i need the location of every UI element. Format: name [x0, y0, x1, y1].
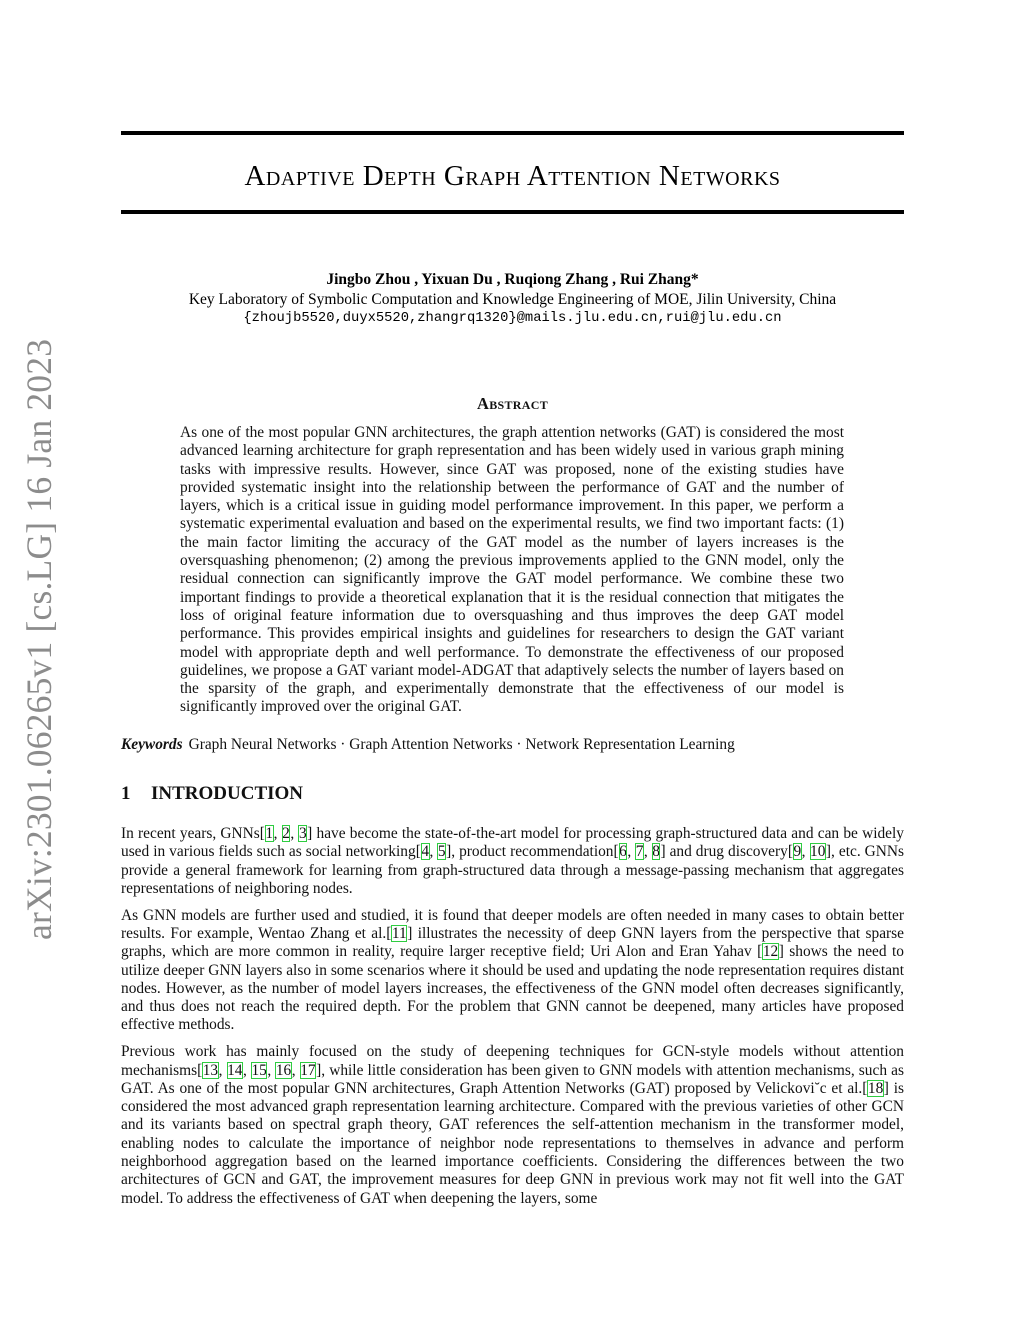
arxiv-identifier-stamp: arXiv:2301.06265v1 [cs.LG] 16 Jan 2023 — [19, 338, 59, 940]
citation-separator: , — [242, 1061, 251, 1079]
citation-link[interactable]: 11 — [391, 924, 407, 942]
citation-link[interactable]: 16 — [275, 1061, 292, 1079]
paragraph-text: ] shows the need to utilize deeper GNN layers also in some scenarios where it should be used and updating the node representation requires distant nodes. However, as the number of model layers increases, the effectiveness of the GNN model often decreases significantly, and thus does not reach the required depth. For the problem that GNN cannot be deepened, many articles have proposed effective methods. — [121, 943, 905, 1034]
author-list: Jingbo Zhou , Yixuan Du , Ruqiong Zhang , Rui Zhang* — [326, 271, 699, 288]
paragraph-text: ] have become the state-of-the-art model for processing graph-structured data and can be widely used in various fields such as social networking[ — [121, 825, 904, 861]
keywords-line — [121, 736, 904, 754]
citation-link[interactable]: 10 — [810, 843, 826, 861]
citation-link[interactable]: 4 — [421, 843, 430, 861]
citation-separator: , — [643, 843, 652, 861]
citation-separator: , — [290, 825, 299, 842]
citation-link[interactable]: 1 — [265, 825, 274, 842]
citation-link[interactable]: 5 — [437, 843, 446, 861]
introduction-body — [121, 825, 904, 1216]
paragraph-text: As GNN models are further used and studied, it is found that deeper models are often needed in many cases to obtain better results. For example, Wentao Zhang et al.[ — [121, 906, 904, 942]
citation-separator: , — [218, 1061, 227, 1079]
citation-link[interactable]: 7 — [635, 843, 644, 861]
paragraph-2 — [121, 907, 904, 1035]
citation-link[interactable]: 12 — [762, 943, 779, 961]
citation-separator: , — [429, 843, 438, 861]
citation-link[interactable]: 8 — [652, 843, 660, 861]
citation-separator: , — [273, 825, 282, 842]
citation-link[interactable]: 2 — [282, 825, 290, 842]
citation-link[interactable]: 9 — [793, 843, 802, 861]
paragraph-text: ] illustrates the necessity of deep GNN layers from the perspective that sparse graphs, which are more common in reality, require larger receptive field; Uri Alon and Eran Yahav [ — [121, 924, 904, 961]
abstract-body: As one of the most popular GNN architectures, the graph attention networks (GAT) is considered the most advanced learning architecture for graph representation and has been widely used in various graph mining tasks with impressive results. However, since GAT was proposed, none of the existing studies have provided systematic insight into the relationship between the performance of GAT and the number of layers, which is a critical issue in guiding model performance improvement. In this paper, we perform a systematic experimental evaluation and based on the experimental results, we find two important facts: (1) the main factor limiting the accuracy of the GAT model as the number of layers increases is the oversquashing phenomenon; (2) among the previous improvements applied to the GNN model, only the residual connection can significantly improve the GAT model performance. We combine these two important findings to provide a theoretical explanation that it is the residual connection that mitigates the loss of original feature information due to oversquashing and thus improves the deep GAT model performance. This provides empirical insights and guidelines for researchers to design the GAT variant model with appropriate depth and well performance. To demonstrate the effectiveness of our proposed guidelines, we propose a GAT variant model-ADGAT that adaptively selects the number of layers based on the sparsity of the graph, and experimentally demonstrate that the effectiveness of our model is significantly improved over the original GAT. — [180, 424, 844, 716]
paragraph-text: ] and drug discovery[ — [660, 843, 793, 861]
citation-separator: , — [627, 843, 636, 861]
citation-link[interactable]: 15 — [251, 1061, 267, 1079]
citation-link[interactable]: 6 — [619, 843, 627, 861]
citation-link[interactable]: 14 — [227, 1061, 243, 1079]
citation-separator: , — [267, 1061, 276, 1079]
paragraph-text: In recent years, GNNs[ — [121, 825, 265, 842]
citation-link[interactable]: 3 — [298, 825, 307, 842]
author-emails: {zhoujb5520,duyx5520,zhangrq1320}@mails.jlu.edu.cn,rui@jlu.edu.cn — [243, 311, 782, 326]
paragraph-text: ], etc. GNNs provide a general framework for learning from graph-structured data through a message-passing mechanism that aggregates representations of neighboring nodes. — [121, 843, 905, 897]
section-number: 1 — [121, 783, 131, 804]
paragraph-3 — [121, 1043, 904, 1208]
abstract-heading: Abstract — [477, 394, 548, 413]
paragraph-text: ], product recommendation[ — [446, 843, 619, 861]
section-heading-introduction — [121, 783, 303, 805]
citation-link[interactable]: 17 — [300, 1061, 316, 1079]
paragraph-text: ], while little consideration has been given to GNN models with attention mechanisms, such as GAT. As one of the most popular GNN architectures, Graph Attention Networks (GAT) proposed by Velickovi˘c et al.[ — [121, 1061, 904, 1097]
title-top-rule — [121, 131, 904, 135]
keywords-label: Keywords — [121, 736, 183, 753]
paragraph-text: ] is considered the most advanced graph representation learning architecture. Compared with the previous varieties of other GCN and its variants based on spectral graph theory, GAT references the self-attention mechanism in the transformer model, enabling nodes to calculate the importance of neighbor node representations to themselves in advance and perform neighborhood aggregation based on the learned importance coefficients. Considering the differences between the two architectures of GCN and GAT, the improvement measures for deep GNN in previous work may not fit well into the GAT model. To address the effectiveness of GAT when deepening the layers, some — [121, 1079, 904, 1207]
affiliation: Key Laboratory of Symbolic Computation and Knowledge Engineering of MOE, Jilin University, China — [188, 291, 837, 308]
citation-link[interactable]: 18 — [867, 1079, 884, 1097]
paragraph-1 — [121, 825, 904, 898]
citation-link[interactable]: 13 — [202, 1061, 219, 1079]
paragraph-text: Previous work has mainly focused on the study of deepening techniques for GCN-style models without attention mechanisms[ — [121, 1043, 904, 1079]
citation-separator: , — [291, 1061, 300, 1079]
citation-separator: , — [801, 843, 810, 861]
title-bottom-rule — [121, 210, 904, 214]
keywords-text: Graph Neural Networks · Graph Attention Networks · Network Representation Learning — [188, 736, 735, 753]
section-title: INTRODUCTION — [151, 783, 304, 804]
paper-title: Adaptive Depth Graph Attention Networks — [244, 160, 781, 192]
